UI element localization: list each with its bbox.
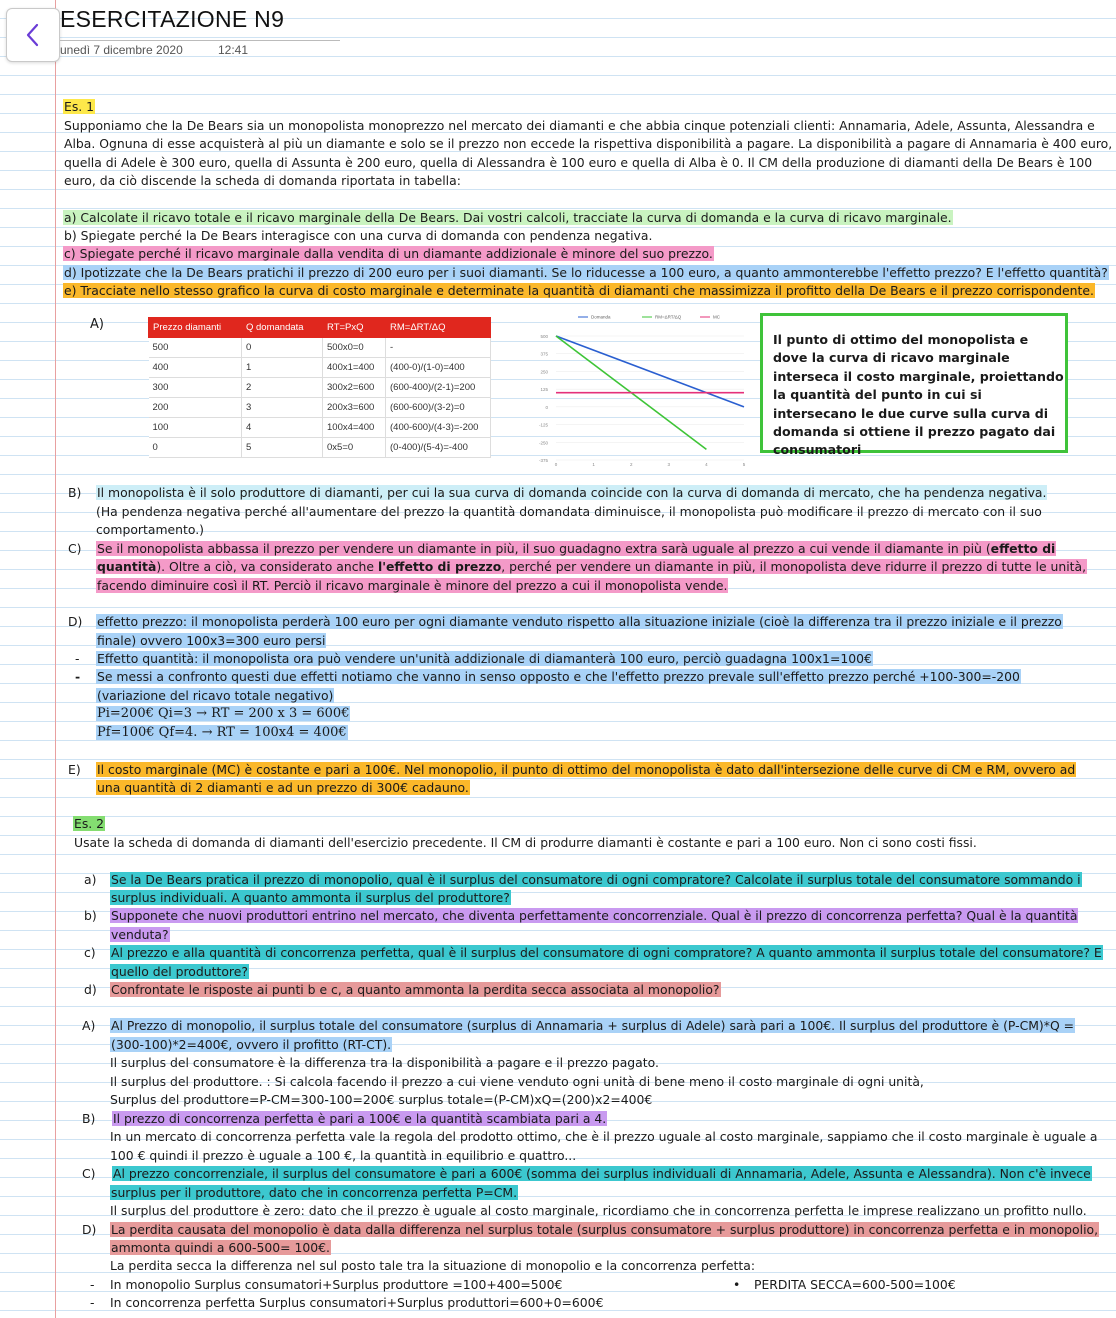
answer-e-line: Il costo marginale (MC) è costante e pari a 100€. Nel monopolio, il punto di ottimo del monopolista è dato dall'intersezione delle curve di CM e RM, ovvero ad <box>97 762 1076 777</box>
table-cell: 0x5=0 <box>323 438 386 458</box>
table-header: RM=ΔRT/ΔQ <box>386 318 491 338</box>
table-cell: 500x0=0 <box>323 338 386 358</box>
page-time: 12:41 <box>218 43 249 57</box>
chart-y-tick-label: 375 <box>540 351 548 357</box>
es1-label: Es. 1 <box>64 99 95 114</box>
chart-x-tick-label: 1 <box>592 462 595 467</box>
answer-a-label: A) <box>90 317 104 332</box>
table-cell: 4 <box>242 418 323 438</box>
page-title: ESERCITAZIONE N9 <box>60 6 285 32</box>
answer-d-line: Effetto quantità: il monopolista ora può vendere un'unità addizionale di diamanterà 100 euro, perciò guadagna 100x1=100€ <box>97 651 872 666</box>
es2-question-label: c) <box>84 945 96 960</box>
chart-y-tick-label: 125 <box>540 387 548 393</box>
es2-answer-line: Il surplus del produttore. : Si calcola facendo il prezzo a cui viene venduto ogni unità di bene meno il costo marginale di ogni unità, <box>110 1074 924 1089</box>
answer-b-line: Il monopolista è il solo produttore di diamanti, per cui la sua curva di domanda coincide con la curva di domanda di mercato, che ha pendenza negativa. <box>97 485 1047 500</box>
es2-question-line: Al prezzo e alla quantità di concorrenza perfetta, qual è il surplus del consumatore di ogni compratore? A quanto ammonta il surplus totale del consumatore? E <box>111 945 1102 960</box>
es2-answer-line: surplus per il produttore, dato che in concorrenza perfetta P=CM. <box>111 1185 518 1200</box>
answer-b-line: comportamento.) <box>96 522 204 537</box>
answer-e-label: E) <box>68 762 81 777</box>
title-divider <box>60 40 340 41</box>
chart-x-tick-label: 4 <box>705 462 708 467</box>
answer-d-line: Se messi a confronto questi due effetti notiamo che vanno in senso opposto e che l'effetto prezzo prevale sull'effetto prezzo perché +100-300=-200 <box>97 669 1020 684</box>
table-cell: (600-400)/(2-1)=200 <box>386 378 491 398</box>
chart-legend-label: Domanda <box>591 314 611 320</box>
es2-question-line: venduta? <box>111 927 169 942</box>
answer-c-line: facendo diminuire così il RT. Perciò il ricavo marginale è minore del prezzo a cui il monopolista vende. <box>97 578 728 593</box>
answer-c-line: quantità). Oltre a ciò, va considerato anche l'effetto di prezzo, perché per vendere un diamante in più, il monopolista deve ridurre il prezzo di tutte le unità, <box>97 559 1087 574</box>
table-header: Q domandata <box>242 318 323 338</box>
table-cell: 0 <box>149 438 242 458</box>
es2-question-label: d) <box>84 982 97 997</box>
answer-d-line: (variazione del ricavo totale negativo) <box>97 688 334 703</box>
demand-table <box>148 317 491 458</box>
es1-intro-line: euro, da ciò discende la scheda di domanda riportata in tabella: <box>64 173 461 188</box>
table-row <box>149 398 491 418</box>
es1-intro-line: Alba. Ognuna di esse acquisterà al più un diamante e solo se il prezzo non eccede la rispettiva disponibilità a pagare. La disponibilità a pagare di Annamaria è 400 euro, <box>64 136 1113 151</box>
chart-y-tick-label: -250 <box>538 440 548 446</box>
table-row <box>149 378 491 398</box>
es2-answer-b-label: B) <box>82 1111 96 1126</box>
chart-y-tick-label: -375 <box>538 458 548 463</box>
es2-question-line: quello del produttore? <box>111 964 248 979</box>
chart-x-tick-label: 3 <box>667 462 671 467</box>
es2-answer-line: Il surplus del produttore è zero: dato che il prezzo è uguale al costo marginale, ricordiamo che in concorrenza perfetta le imprese realizzano un profitto nullo. <box>110 1203 1087 1218</box>
es2-answer-a-label: A) <box>82 1018 96 1033</box>
table-cell: - <box>386 338 491 358</box>
answer-e-line: una quantità di 2 diamanti e ad un prezzo di 300€ cadauno. <box>97 780 469 795</box>
answer-d-formula: Pf=100€ Qf=4. → RT = 100x4 = 400€ <box>97 725 347 740</box>
table-cell: (400-0)/(1-0)=400 <box>386 358 491 378</box>
es1-question-d: d) Ipotizzate che la De Bears pratichi il prezzo di 200 euro per i suoi diamanti. Se lo riducesse a 100 euro, a quanto ammonterebbe l'effetto prezzo? E l'effetto quantità? <box>64 265 1108 280</box>
chart-x-tick-label: 5 <box>742 462 746 467</box>
es2-answer-line: (300-100)*2=400€, ovvero il profitto (RT-CT). <box>111 1037 392 1052</box>
es2-question-label: a) <box>84 872 97 887</box>
chevron-left-icon <box>22 22 44 48</box>
chart-y-tick-label: 0 <box>545 404 548 410</box>
chart-y-tick-label: -125 <box>538 422 548 428</box>
table-cell: 1 <box>242 358 323 378</box>
table-cell: 400x1=400 <box>323 358 386 378</box>
table-cell: 500 <box>149 338 242 358</box>
table-header: RT=PxQ <box>323 318 386 338</box>
table-cell: 100x4=400 <box>323 418 386 438</box>
table-cell: 5 <box>242 438 323 458</box>
es1-question-c: c) Spiegate perché il ricavo marginale dalla vendita di un diamante addizionale è minore del suo prezzo. <box>64 246 713 261</box>
es2-answer-line: Surplus del produttore=P-CM=300-100=200€ surplus totale=(P-CM)xQ=(200)x2=400€ <box>110 1092 653 1107</box>
es2-label: Es. 2 <box>74 816 105 831</box>
es1-intro-line: quella di Adele è 300 euro, quella di Assunta è 200 euro, quella di Alessandra è 100 euro e quella di Alba è 0. Il CM della produzione di diamanti della De Bears è 100 <box>64 155 1093 170</box>
es2-question-line: Confrontate le risposte ai punti b e c, a quanto ammonta la perdita secca associata al monopolio? <box>111 982 720 997</box>
es1-question-a: a) Calcolate il ricavo totale e il ricavo marginale della De Bears. Dai vostri calcoli, tracciate la curva di domanda e la curva di ricavo marginale. <box>64 210 952 225</box>
table-cell: (0-400)/(5-4)=-400 <box>386 438 491 458</box>
table-cell: 2 <box>242 378 323 398</box>
es2-answer-line: In concorrenza perfetta Surplus consumatori+Surplus produttori=600+0=600€ <box>110 1295 604 1310</box>
table-cell: (600-600)/(3-2)=0 <box>386 398 491 418</box>
es2-answer-line: In monopolio Surplus consumatori+Surplus produttore =100+400=500€ <box>110 1277 563 1292</box>
table-cell: 300 <box>149 378 242 398</box>
table-row <box>149 438 491 458</box>
back-button[interactable] <box>6 8 60 62</box>
chart-legend-label: MC <box>713 314 720 320</box>
es2-answer-line: Il surplus del consumatore è la differenza tra la disponibilità a pagare e il prezzo pagato. <box>110 1055 659 1070</box>
answer-d-line: effetto prezzo: il monopolista perderà 100 euro per ogni diamante venduto rispetto alla situazione iniziale (cioè la differenza tra il prezzo iniziale e il prezzo <box>97 614 1062 629</box>
chart-legend-label: RM=ΔRT/ΔQ <box>655 314 682 320</box>
answer-d-label: D) <box>68 614 83 629</box>
dash-bullet: - <box>75 651 80 666</box>
es2-answer-line: Al prezzo concorrenziale, il surplus del consumatore è pari a 600€ (somma dei surplus individuali di Annamaria, Adele, Assunta e Alessandra). Non c'è invece <box>113 1166 1091 1181</box>
answer-d-line: finale) ovvero 100x3=300 euro persi <box>97 633 326 648</box>
table-row <box>149 338 491 358</box>
table-header: Prezzo diamanti <box>149 318 242 338</box>
answer-c-label: C) <box>68 541 82 556</box>
chart-y-tick-label: 500 <box>540 334 548 339</box>
notebook-margin-line <box>55 0 56 1318</box>
es2-answer-line: La perdita causata del monopolio è data dalla differenza nel surplus totale (surplus consumatore + surplus produttore) in concorrenza perfetta e in monopolio, <box>111 1222 1099 1237</box>
answer-b-label: B) <box>68 485 82 500</box>
answer-b-line: (Ha pendenza negativa perché all'aumentare del prezzo la quantità domandata diminuisce, il monopolista può modificare il prezzo di mercato con il suo <box>96 504 1042 519</box>
es2-answer-line: Al Prezzo di monopolio, il surplus totale del consumatore (surplus di Annamaria + surplus di Adele) sarà pari a 100€. Il surplus del produttore è (P-CM)*Q = <box>111 1018 1075 1033</box>
table-cell: 400 <box>149 358 242 378</box>
table-header-row <box>149 318 491 338</box>
chart-x-tick-label: 2 <box>629 462 633 467</box>
es2-answer-d-label: D) <box>82 1222 97 1237</box>
es2-answer-line: Il prezzo di concorrenza perfetta è pari a 100€ e la quantità scambiata pari a 4. <box>113 1111 607 1126</box>
es2-intro: Usate la scheda di domanda di diamanti dell'esercizio precedente. Il CM di produrre diamanti è costante e pari a 100 euro. Non ci sono costi fissi. <box>74 835 977 850</box>
es2-question-line: surplus individuali. A quanto ammonta il surplus del produttore? <box>111 890 510 905</box>
es2-question-line: Supponete che nuovi produttori entrino nel mercato, che diventa perfettamente concorrenziale. Qual è il prezzo di concorrenza perfetta? Qual è la quantità <box>111 908 1078 923</box>
es1-question-b: b) Spiegate perché la De Bears interagisce con una curva di domanda con pendenza negativa. <box>64 228 653 243</box>
table-cell: 200x3=600 <box>323 398 386 418</box>
es2-answer-line: ammonta quindi a 600-500= 100€. <box>111 1240 330 1255</box>
dash-bullet: - <box>90 1295 95 1310</box>
table-cell: 200 <box>149 398 242 418</box>
page-date: unedì 7 dicembre 2020 <box>60 43 183 57</box>
table-cell: 100 <box>149 418 242 438</box>
answer-c-line: Se il monopolista abbassa il prezzo per vendere un diamante in più, il suo guadagno extra sarà uguale al prezzo a cui vende il diamante in più (effetto di <box>97 541 1056 556</box>
optimum-callout: Il punto di ottimo del monopolista e dove la curva di ricavo marginale interseca il costo marginale, proiettando la quantità del punto in cui si intersecano le due curve sulla curva di domanda si ottiene il prezzo pagato dai consumatori <box>760 313 1068 453</box>
es2-question-line: Se la De Bears pratica il prezzo di monopolio, qual è il surplus del consumatore di ogni compratore? Calcolate il surplus totale del consumatore sommando i <box>111 872 1081 887</box>
table-row <box>149 418 491 438</box>
table-cell: 300x2=600 <box>323 378 386 398</box>
es2-answer-line: In un mercato di concorrenza perfetta vale la regola del prodotto ottimo, che è il prezzo uguale al costo marginale, sappiamo che il costo marginale è uguale a <box>110 1129 1098 1144</box>
es2-answer-line: 100 € quindi il prezzo è uguale a 100 €, la quantità in equilibrio e quattro... <box>110 1148 577 1163</box>
table-cell: 0 <box>242 338 323 358</box>
chart-y-tick-label: 250 <box>540 369 548 375</box>
demand-chart <box>530 310 752 468</box>
es2-answer-c-label: C) <box>82 1166 96 1181</box>
es2-question-label: b) <box>84 908 97 923</box>
table-cell: (400-600)/(4-3)=-200 <box>386 418 491 438</box>
deadweight-loss-note: PERDITA SECCA=600-500=100€ <box>754 1277 956 1292</box>
dash-bullet: - <box>90 1277 95 1292</box>
answer-d-formula: Pi=200€ Qi=3 → RT = 200 x 3 = 600€ <box>97 706 350 721</box>
table-row <box>149 358 491 378</box>
bullet-dot: • <box>733 1277 741 1292</box>
table-cell: 3 <box>242 398 323 418</box>
es2-answer-line: La perdita secca la differenza nel sul posto tale tra la situazione di monopolio e la concorrenza perfetta: <box>110 1258 756 1273</box>
es1-question-e: e) Tracciate nello stesso grafico la curva di costo marginale e determinate la quantità di diamanti che massimizza il profitto della De Bears e il prezzo corrispondente. <box>64 283 1094 298</box>
es1-intro-line: Supponiamo che la De Bears sia un monopolista monoprezzo nel mercato dei diamanti e che abbia cinque potenziali clienti: Annamaria, Adele, Assunta, Alessandra e <box>64 118 1095 133</box>
dash-bullet: - <box>75 669 81 684</box>
chart-x-tick-label: 0 <box>554 462 558 467</box>
